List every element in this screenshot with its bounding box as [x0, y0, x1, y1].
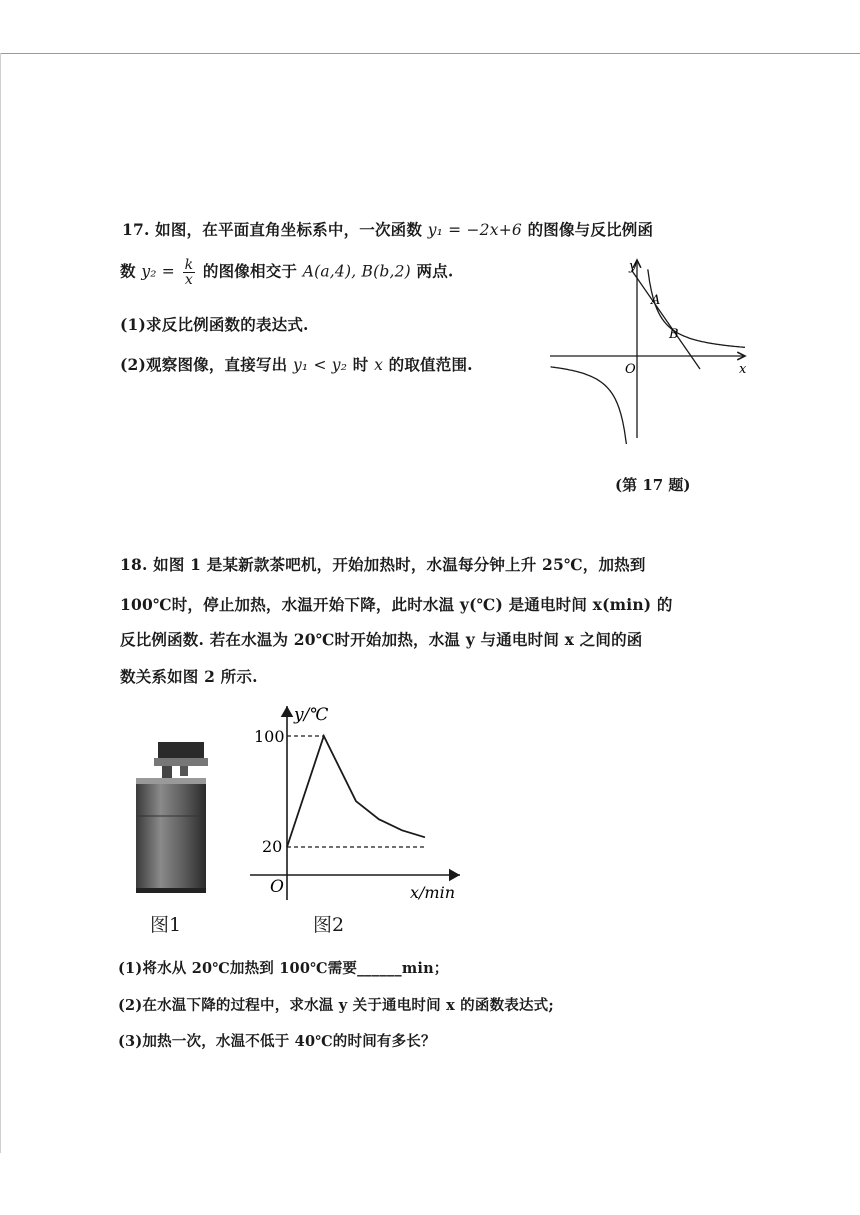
- q18-part2: (2)在水温下降的过程中，求水温 y 关于通电时间 x 的函数表达式;: [118, 997, 554, 1014]
- q17-points: A(a,4), B(b,2): [302, 262, 411, 281]
- q17-point-b-label: B: [669, 327, 679, 342]
- page-top-border: [0, 53, 860, 54]
- q17-point-a-label: A: [651, 293, 661, 308]
- q17-y-axis-label: y: [629, 259, 637, 274]
- q18-origin-label: O: [270, 877, 284, 897]
- q17-part2: [120, 353, 473, 375]
- q18-answer-blank: ______: [357, 960, 402, 977]
- q17-graph: [545, 252, 755, 444]
- q17-part2-text: (2)观察图像，直接写出: [120, 355, 288, 374]
- q18-part1-unit: min；: [401, 960, 449, 977]
- q17-line2-mid: 的图像相交于: [202, 261, 298, 281]
- q18-part3: (3)加热一次，水温不低于 40℃的时间有多长？: [118, 1033, 436, 1050]
- q17-fraction-numerator: k: [184, 257, 194, 273]
- q17-line2: [120, 258, 454, 287]
- fig2-caption: 图2: [313, 914, 345, 936]
- q17-linear-graph: [632, 270, 700, 369]
- q17-fraction: [183, 258, 196, 287]
- q18-line3: 反比例函数. 若在水温为 20℃时开始加热，水温 y 与通电时间 x 之间的函: [120, 630, 643, 649]
- q18-line1: 18. 如图 1 是某新款茶吧机，开始加热时，水温每分钟上升 25℃，加热到: [120, 555, 646, 574]
- q17-x-var: x: [374, 356, 384, 374]
- q18-y-axis-label: y/℃: [294, 705, 329, 725]
- q18-line2: 100℃时，停止加热，水温开始下降，此时水温 y(℃) 是通电时间 x(min) 的: [120, 595, 673, 614]
- q18-temperature-curve: [287, 736, 425, 847]
- q17-line2-end: 两点.: [416, 261, 454, 281]
- q17-line1-end: 的图像与反比例函: [527, 220, 654, 239]
- q18-graph: [250, 700, 475, 905]
- q17-hyperbola-q3: [551, 367, 628, 444]
- q18-tick-100: 100: [254, 727, 285, 746]
- page-left-border: [0, 53, 1, 1153]
- q17-inequality: y₁ < y₂: [292, 356, 348, 374]
- q17-line2-start: 数: [120, 261, 136, 281]
- tea-machine-image: [130, 738, 215, 898]
- q17-part1: (1)求反比例函数的表达式.: [120, 315, 309, 334]
- q17-x-axis-label: x: [739, 362, 747, 377]
- q17-caption: (第 17 题): [615, 476, 691, 494]
- q17-hyperbola-q1: [648, 269, 745, 347]
- q17-fraction-denominator: x: [184, 272, 193, 288]
- q18-line4: 数关系如图 2 所示.: [120, 667, 258, 686]
- q18-x-axis-label: x/min: [410, 883, 456, 902]
- q18-part1-text: (1)将水从 20℃加热到 100℃需要: [118, 960, 358, 977]
- q18-part1: [118, 957, 449, 978]
- q17-linear-function: y₁ = −2x+6: [427, 221, 522, 239]
- q17-line1: [122, 218, 653, 240]
- fig1-caption: 图1: [150, 914, 182, 936]
- q18-tick-20: 20: [262, 837, 283, 856]
- q17-line1-text: 17. 如图，在平面直角坐标系中，一次函数: [122, 220, 423, 239]
- q17-origin-label: O: [625, 362, 636, 377]
- q17-part2-mid: 时: [352, 355, 369, 374]
- q17-y2-label: y₂ =: [141, 262, 175, 281]
- q17-part2-end: 的取值范围.: [388, 355, 473, 374]
